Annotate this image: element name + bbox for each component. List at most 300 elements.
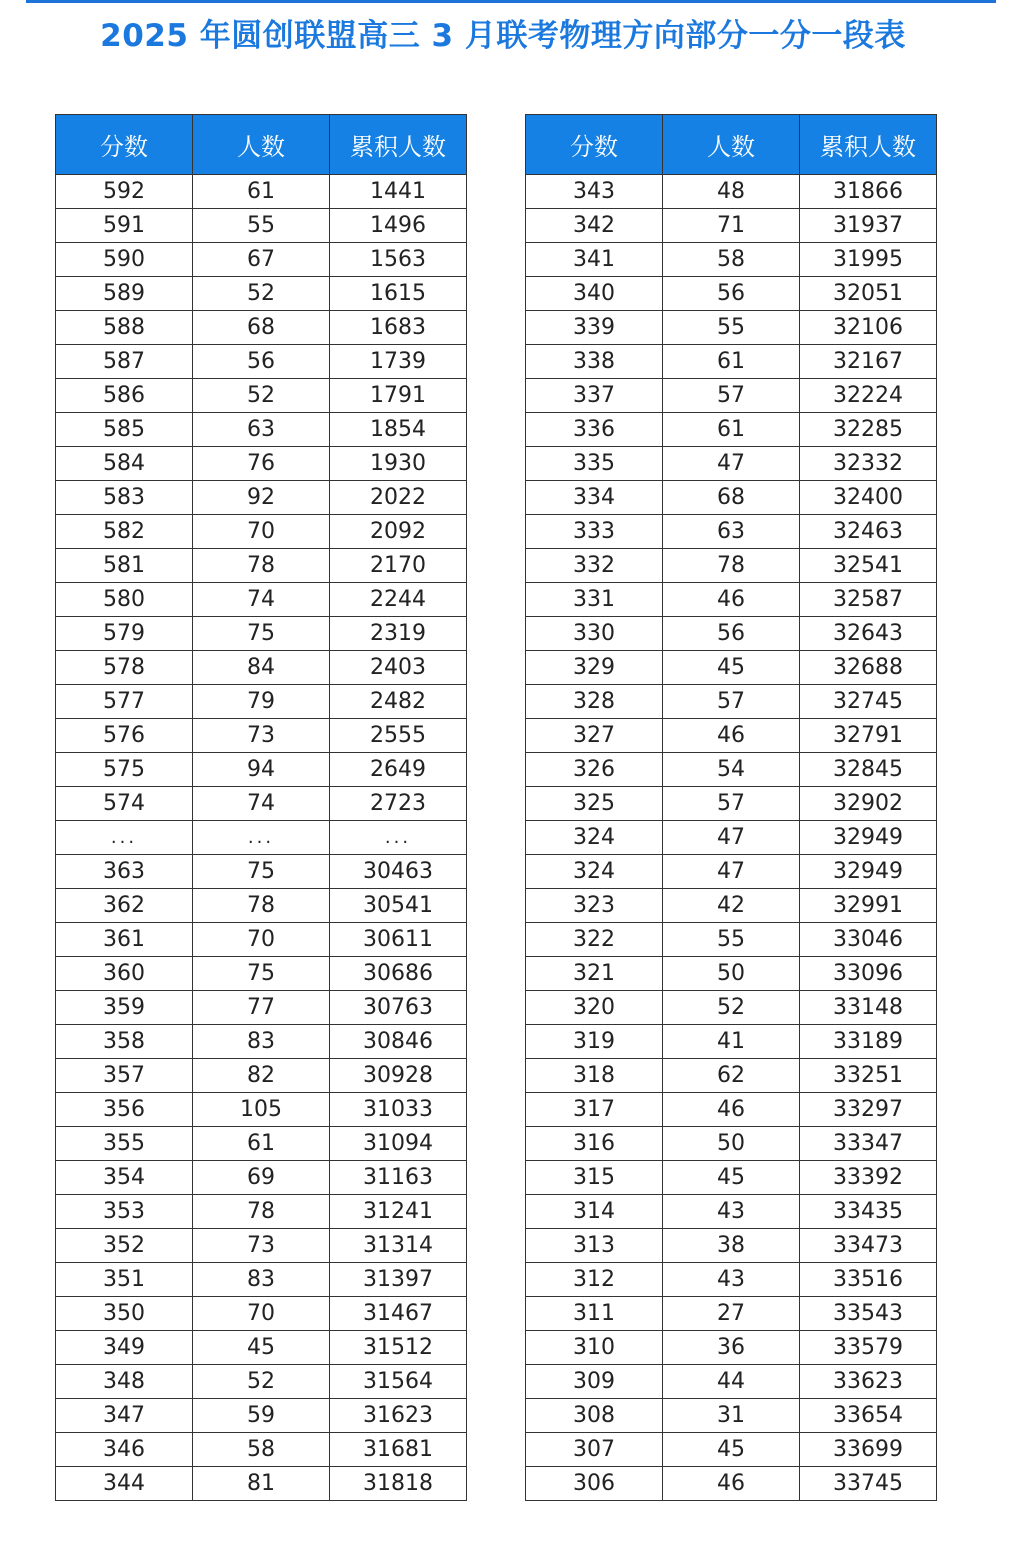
count-cell: 83 bbox=[193, 1263, 330, 1297]
score-cell: 340 bbox=[526, 277, 663, 311]
score-table-left bbox=[55, 114, 467, 1501]
cumulative-cell: 31094 bbox=[330, 1127, 467, 1161]
cumulative-cell: 33623 bbox=[800, 1365, 937, 1399]
cumulative-cell: 2092 bbox=[330, 515, 467, 549]
score-cell: 578 bbox=[56, 651, 193, 685]
table-row bbox=[526, 923, 937, 957]
table-row bbox=[56, 991, 467, 1025]
cumulative-cell: 33096 bbox=[800, 957, 937, 991]
count-cell: ... bbox=[193, 821, 330, 855]
table-row bbox=[56, 175, 467, 209]
table-row bbox=[526, 1365, 937, 1399]
cumulative-cell: 2244 bbox=[330, 583, 467, 617]
cumulative-cell: 31241 bbox=[330, 1195, 467, 1229]
table-row bbox=[56, 617, 467, 651]
count-cell: 78 bbox=[663, 549, 800, 583]
cumulative-cell: 31564 bbox=[330, 1365, 467, 1399]
table-row bbox=[526, 1059, 937, 1093]
score-cell: 332 bbox=[526, 549, 663, 583]
cumulative-cell: 33435 bbox=[800, 1195, 937, 1229]
score-cell: 352 bbox=[56, 1229, 193, 1263]
table-row bbox=[526, 1331, 937, 1365]
table-row bbox=[56, 413, 467, 447]
count-cell: 69 bbox=[193, 1161, 330, 1195]
score-cell: 322 bbox=[526, 923, 663, 957]
cumulative-cell: 31512 bbox=[330, 1331, 467, 1365]
score-cell: 310 bbox=[526, 1331, 663, 1365]
cumulative-cell: 32745 bbox=[800, 685, 937, 719]
cumulative-cell: 31163 bbox=[330, 1161, 467, 1195]
cumulative-cell: 2170 bbox=[330, 549, 467, 583]
table-row bbox=[56, 855, 467, 889]
cumulative-cell: 32285 bbox=[800, 413, 937, 447]
table-row bbox=[526, 719, 937, 753]
score-cell: 356 bbox=[56, 1093, 193, 1127]
count-cell: 78 bbox=[193, 1195, 330, 1229]
score-cell: 324 bbox=[526, 821, 663, 855]
table-row bbox=[526, 447, 937, 481]
cumulative-cell: 33251 bbox=[800, 1059, 937, 1093]
table-row bbox=[56, 1127, 467, 1161]
count-cell: 75 bbox=[193, 617, 330, 651]
score-cell: 334 bbox=[526, 481, 663, 515]
score-cell: 354 bbox=[56, 1161, 193, 1195]
cumulative-cell: 32541 bbox=[800, 549, 937, 583]
table-row bbox=[56, 515, 467, 549]
score-cell: 319 bbox=[526, 1025, 663, 1059]
table-row bbox=[526, 311, 937, 345]
score-cell: 576 bbox=[56, 719, 193, 753]
cumulative-cell: 2723 bbox=[330, 787, 467, 821]
score-cell: 315 bbox=[526, 1161, 663, 1195]
count-cell: 70 bbox=[193, 515, 330, 549]
cumulative-cell: 2022 bbox=[330, 481, 467, 515]
cumulative-cell: 30846 bbox=[330, 1025, 467, 1059]
cumulative-cell: 1496 bbox=[330, 209, 467, 243]
count-cell: 68 bbox=[663, 481, 800, 515]
count-cell: 71 bbox=[663, 209, 800, 243]
score-cell: 355 bbox=[56, 1127, 193, 1161]
cumulative-cell: 33579 bbox=[800, 1331, 937, 1365]
count-cell: 58 bbox=[193, 1433, 330, 1467]
table-row bbox=[526, 413, 937, 447]
count-cell: 75 bbox=[193, 855, 330, 889]
count-cell: 84 bbox=[193, 651, 330, 685]
count-cell: 43 bbox=[663, 1263, 800, 1297]
table-row bbox=[526, 787, 937, 821]
table-row bbox=[56, 1195, 467, 1229]
cumulative-cell: 2319 bbox=[330, 617, 467, 651]
score-cell: 326 bbox=[526, 753, 663, 787]
table-row bbox=[56, 923, 467, 957]
score-cell: 577 bbox=[56, 685, 193, 719]
score-cell: 318 bbox=[526, 1059, 663, 1093]
table-row bbox=[56, 1467, 467, 1501]
table-row bbox=[526, 821, 937, 855]
score-cell: 584 bbox=[56, 447, 193, 481]
score-cell: ... bbox=[56, 821, 193, 855]
count-cell: 57 bbox=[663, 379, 800, 413]
count-cell: 52 bbox=[193, 1365, 330, 1399]
count-cell: 50 bbox=[663, 957, 800, 991]
score-cell: 320 bbox=[526, 991, 663, 1025]
cumulative-cell: 31397 bbox=[330, 1263, 467, 1297]
score-cell: 331 bbox=[526, 583, 663, 617]
table-row bbox=[526, 1467, 937, 1501]
score-cell: 592 bbox=[56, 175, 193, 209]
cumulative-cell: 32991 bbox=[800, 889, 937, 923]
table-row bbox=[56, 1365, 467, 1399]
cumulative-cell: 32587 bbox=[800, 583, 937, 617]
score-cell: 585 bbox=[56, 413, 193, 447]
score-cell: 579 bbox=[56, 617, 193, 651]
table-row bbox=[526, 1161, 937, 1195]
table-row bbox=[56, 243, 467, 277]
cumulative-cell: 2649 bbox=[330, 753, 467, 787]
score-cell: 317 bbox=[526, 1093, 663, 1127]
count-cell: 78 bbox=[193, 549, 330, 583]
count-cell: 41 bbox=[663, 1025, 800, 1059]
table-row bbox=[526, 1263, 937, 1297]
header-count: 人数 bbox=[663, 115, 800, 175]
top-accent-bar bbox=[26, 0, 996, 3]
count-cell: 67 bbox=[193, 243, 330, 277]
table-row bbox=[56, 1331, 467, 1365]
cumulative-cell: 33654 bbox=[800, 1399, 937, 1433]
cumulative-cell: 1854 bbox=[330, 413, 467, 447]
count-cell: 38 bbox=[663, 1229, 800, 1263]
score-cell: 323 bbox=[526, 889, 663, 923]
count-cell: 48 bbox=[663, 175, 800, 209]
score-cell: 337 bbox=[526, 379, 663, 413]
table-row bbox=[526, 583, 937, 617]
cumulative-cell: 32845 bbox=[800, 753, 937, 787]
count-cell: 57 bbox=[663, 787, 800, 821]
score-cell: 329 bbox=[526, 651, 663, 685]
table-row bbox=[56, 379, 467, 413]
table-row bbox=[526, 1297, 937, 1331]
cumulative-cell: 1441 bbox=[330, 175, 467, 209]
table-row bbox=[56, 787, 467, 821]
score-cell: 309 bbox=[526, 1365, 663, 1399]
count-cell: 56 bbox=[663, 277, 800, 311]
table-row bbox=[56, 651, 467, 685]
cumulative-cell: 33297 bbox=[800, 1093, 937, 1127]
cumulative-cell: 31681 bbox=[330, 1433, 467, 1467]
count-cell: 92 bbox=[193, 481, 330, 515]
cumulative-cell: 33473 bbox=[800, 1229, 937, 1263]
table-body-right bbox=[526, 175, 937, 1501]
count-cell: 78 bbox=[193, 889, 330, 923]
table-row bbox=[56, 1297, 467, 1331]
score-cell: 344 bbox=[56, 1467, 193, 1501]
count-cell: 47 bbox=[663, 821, 800, 855]
score-cell: 362 bbox=[56, 889, 193, 923]
cumulative-cell: 32949 bbox=[800, 855, 937, 889]
header-score: 分数 bbox=[56, 115, 193, 175]
cumulative-cell: 30611 bbox=[330, 923, 467, 957]
cumulative-cell: 31623 bbox=[330, 1399, 467, 1433]
table-row bbox=[526, 1025, 937, 1059]
cumulative-cell: 32167 bbox=[800, 345, 937, 379]
page-title: 2025 年圆创联盟高三 3 月联考物理方向部分一分一段表 bbox=[100, 18, 906, 54]
count-cell: 77 bbox=[193, 991, 330, 1025]
cumulative-cell: 32051 bbox=[800, 277, 937, 311]
table-row bbox=[526, 515, 937, 549]
count-cell: 70 bbox=[193, 923, 330, 957]
score-cell: 311 bbox=[526, 1297, 663, 1331]
table-header-row bbox=[526, 115, 937, 175]
cumulative-cell: 31818 bbox=[330, 1467, 467, 1501]
table-row bbox=[526, 685, 937, 719]
count-cell: 55 bbox=[193, 209, 330, 243]
count-cell: 58 bbox=[663, 243, 800, 277]
cumulative-cell: 33392 bbox=[800, 1161, 937, 1195]
table-row bbox=[56, 685, 467, 719]
score-cell: 586 bbox=[56, 379, 193, 413]
cumulative-cell: ... bbox=[330, 821, 467, 855]
count-cell: 73 bbox=[193, 719, 330, 753]
score-cell: 582 bbox=[56, 515, 193, 549]
table-row bbox=[526, 1433, 937, 1467]
score-cell: 358 bbox=[56, 1025, 193, 1059]
score-cell: 360 bbox=[56, 957, 193, 991]
table-row bbox=[56, 1263, 467, 1297]
count-cell: 61 bbox=[193, 1127, 330, 1161]
count-cell: 61 bbox=[663, 413, 800, 447]
count-cell: 76 bbox=[193, 447, 330, 481]
count-cell: 47 bbox=[663, 855, 800, 889]
table-row bbox=[56, 1433, 467, 1467]
count-cell: 61 bbox=[663, 345, 800, 379]
table-row bbox=[526, 345, 937, 379]
count-cell: 70 bbox=[193, 1297, 330, 1331]
table-row bbox=[526, 243, 937, 277]
score-cell: 588 bbox=[56, 311, 193, 345]
table-row bbox=[56, 549, 467, 583]
table-header-row bbox=[56, 115, 467, 175]
cumulative-cell: 33516 bbox=[800, 1263, 937, 1297]
table-row bbox=[526, 957, 937, 991]
score-cell: 363 bbox=[56, 855, 193, 889]
count-cell: 63 bbox=[193, 413, 330, 447]
score-cell: 574 bbox=[56, 787, 193, 821]
cumulative-cell: 32400 bbox=[800, 481, 937, 515]
cumulative-cell: 32224 bbox=[800, 379, 937, 413]
cumulative-cell: 2403 bbox=[330, 651, 467, 685]
table-row bbox=[56, 753, 467, 787]
cumulative-cell: 30541 bbox=[330, 889, 467, 923]
table-row bbox=[56, 1161, 467, 1195]
table-row bbox=[56, 447, 467, 481]
table-row bbox=[56, 481, 467, 515]
cumulative-cell: 1930 bbox=[330, 447, 467, 481]
table-row bbox=[526, 481, 937, 515]
score-cell: 349 bbox=[56, 1331, 193, 1365]
score-cell: 316 bbox=[526, 1127, 663, 1161]
score-cell: 306 bbox=[526, 1467, 663, 1501]
count-cell: 62 bbox=[663, 1059, 800, 1093]
table-row bbox=[56, 719, 467, 753]
table-row bbox=[56, 1025, 467, 1059]
count-cell: 82 bbox=[193, 1059, 330, 1093]
cumulative-cell: 33347 bbox=[800, 1127, 937, 1161]
cumulative-cell: 1791 bbox=[330, 379, 467, 413]
table-row bbox=[526, 1195, 937, 1229]
table-row bbox=[526, 379, 937, 413]
cumulative-cell: 2555 bbox=[330, 719, 467, 753]
count-cell: 79 bbox=[193, 685, 330, 719]
score-cell: 314 bbox=[526, 1195, 663, 1229]
score-cell: 359 bbox=[56, 991, 193, 1025]
table-row bbox=[56, 1229, 467, 1263]
cumulative-cell: 32791 bbox=[800, 719, 937, 753]
count-cell: 52 bbox=[193, 379, 330, 413]
table-row bbox=[56, 821, 467, 855]
score-cell: 339 bbox=[526, 311, 663, 345]
cumulative-cell: 1563 bbox=[330, 243, 467, 277]
count-cell: 56 bbox=[193, 345, 330, 379]
table-row bbox=[526, 889, 937, 923]
cumulative-cell: 32688 bbox=[800, 651, 937, 685]
table-row bbox=[526, 753, 937, 787]
cumulative-cell: 32643 bbox=[800, 617, 937, 651]
cumulative-cell: 32463 bbox=[800, 515, 937, 549]
cumulative-cell: 32902 bbox=[800, 787, 937, 821]
count-cell: 75 bbox=[193, 957, 330, 991]
score-cell: 346 bbox=[56, 1433, 193, 1467]
score-cell: 348 bbox=[56, 1365, 193, 1399]
score-cell: 325 bbox=[526, 787, 663, 821]
table-row bbox=[56, 583, 467, 617]
cumulative-cell: 30763 bbox=[330, 991, 467, 1025]
table-row bbox=[56, 889, 467, 923]
table-row bbox=[56, 1059, 467, 1093]
cumulative-cell: 30463 bbox=[330, 855, 467, 889]
count-cell: 56 bbox=[663, 617, 800, 651]
cumulative-cell: 30928 bbox=[330, 1059, 467, 1093]
table-row bbox=[56, 277, 467, 311]
table-row bbox=[526, 1093, 937, 1127]
table-row bbox=[526, 991, 937, 1025]
table-row bbox=[526, 277, 937, 311]
table-row bbox=[56, 311, 467, 345]
table-row bbox=[526, 1229, 937, 1263]
score-cell: 338 bbox=[526, 345, 663, 379]
table-row bbox=[526, 651, 937, 685]
table-row bbox=[526, 1127, 937, 1161]
cumulative-cell: 2482 bbox=[330, 685, 467, 719]
score-cell: 327 bbox=[526, 719, 663, 753]
table-row bbox=[526, 175, 937, 209]
score-cell: 589 bbox=[56, 277, 193, 311]
count-cell: 94 bbox=[193, 753, 330, 787]
cumulative-cell: 31995 bbox=[800, 243, 937, 277]
count-cell: 46 bbox=[663, 719, 800, 753]
score-cell: 350 bbox=[56, 1297, 193, 1331]
table-row bbox=[56, 209, 467, 243]
score-cell: 583 bbox=[56, 481, 193, 515]
score-cell: 312 bbox=[526, 1263, 663, 1297]
table-row bbox=[56, 957, 467, 991]
score-cell: 357 bbox=[56, 1059, 193, 1093]
score-cell: 342 bbox=[526, 209, 663, 243]
cumulative-cell: 1683 bbox=[330, 311, 467, 345]
cumulative-cell: 33189 bbox=[800, 1025, 937, 1059]
count-cell: 74 bbox=[193, 583, 330, 617]
count-cell: 61 bbox=[193, 175, 330, 209]
cumulative-cell: 31467 bbox=[330, 1297, 467, 1331]
count-cell: 63 bbox=[663, 515, 800, 549]
count-cell: 45 bbox=[663, 1161, 800, 1195]
score-cell: 313 bbox=[526, 1229, 663, 1263]
score-cell: 336 bbox=[526, 413, 663, 447]
count-cell: 74 bbox=[193, 787, 330, 821]
count-cell: 54 bbox=[663, 753, 800, 787]
score-cell: 590 bbox=[56, 243, 193, 277]
count-cell: 42 bbox=[663, 889, 800, 923]
cumulative-cell: 31937 bbox=[800, 209, 937, 243]
score-cell: 330 bbox=[526, 617, 663, 651]
count-cell: 46 bbox=[663, 1467, 800, 1501]
count-cell: 55 bbox=[663, 923, 800, 957]
cumulative-cell: 1615 bbox=[330, 277, 467, 311]
count-cell: 43 bbox=[663, 1195, 800, 1229]
score-cell: 328 bbox=[526, 685, 663, 719]
score-cell: 581 bbox=[56, 549, 193, 583]
cumulative-cell: 32949 bbox=[800, 821, 937, 855]
count-cell: 45 bbox=[193, 1331, 330, 1365]
table-row bbox=[526, 855, 937, 889]
count-cell: 52 bbox=[663, 991, 800, 1025]
count-cell: 55 bbox=[663, 311, 800, 345]
header-cumulative: 累积人数 bbox=[800, 115, 937, 175]
count-cell: 47 bbox=[663, 447, 800, 481]
count-cell: 46 bbox=[663, 583, 800, 617]
count-cell: 83 bbox=[193, 1025, 330, 1059]
score-cell: 321 bbox=[526, 957, 663, 991]
score-cell: 341 bbox=[526, 243, 663, 277]
table-row bbox=[526, 209, 937, 243]
count-cell: 50 bbox=[663, 1127, 800, 1161]
table-row bbox=[56, 345, 467, 379]
count-cell: 57 bbox=[663, 685, 800, 719]
score-cell: 575 bbox=[56, 753, 193, 787]
count-cell: 36 bbox=[663, 1331, 800, 1365]
cumulative-cell: 32106 bbox=[800, 311, 937, 345]
header-count: 人数 bbox=[193, 115, 330, 175]
cumulative-cell: 30686 bbox=[330, 957, 467, 991]
score-cell: 351 bbox=[56, 1263, 193, 1297]
count-cell: 81 bbox=[193, 1467, 330, 1501]
count-cell: 45 bbox=[663, 1433, 800, 1467]
header-cumulative: 累积人数 bbox=[330, 115, 467, 175]
cumulative-cell: 31033 bbox=[330, 1093, 467, 1127]
score-cell: 353 bbox=[56, 1195, 193, 1229]
cumulative-cell: 32332 bbox=[800, 447, 937, 481]
score-cell: 361 bbox=[56, 923, 193, 957]
cumulative-cell: 1739 bbox=[330, 345, 467, 379]
count-cell: 44 bbox=[663, 1365, 800, 1399]
count-cell: 59 bbox=[193, 1399, 330, 1433]
score-cell: 324 bbox=[526, 855, 663, 889]
score-cell: 308 bbox=[526, 1399, 663, 1433]
score-cell: 333 bbox=[526, 515, 663, 549]
table-row bbox=[56, 1093, 467, 1127]
count-cell: 27 bbox=[663, 1297, 800, 1331]
table-row bbox=[56, 1399, 467, 1433]
table-row bbox=[526, 549, 937, 583]
